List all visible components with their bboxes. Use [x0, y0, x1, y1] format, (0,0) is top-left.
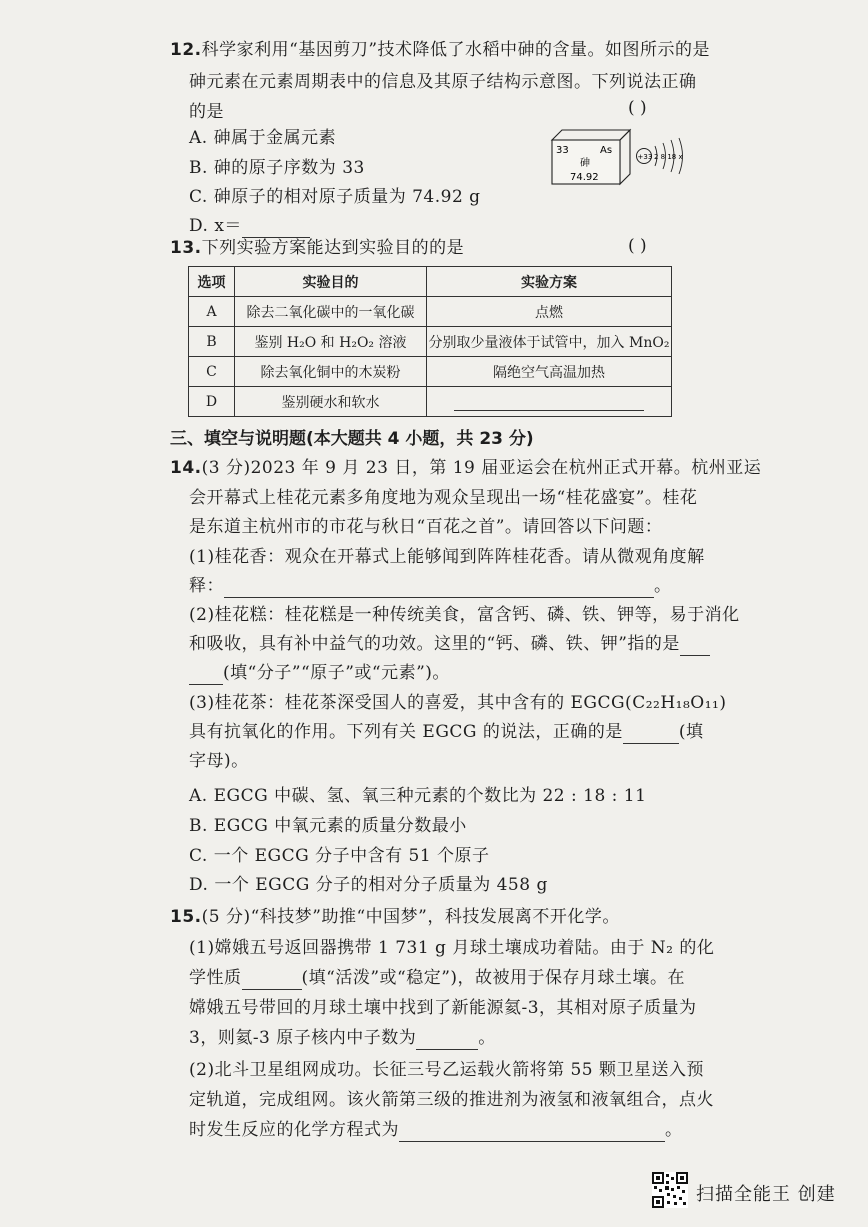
table-cell: 点燃	[427, 297, 672, 327]
element-name: 砷	[580, 158, 590, 169]
q12-line3: 的是	[189, 102, 224, 122]
q13-answer-paren: ( )	[628, 236, 647, 256]
table-cell	[427, 387, 672, 417]
q15-line4: 嫦娥五号带回的月球土壤中找到了新能源氦-3，其相对原子质量为	[189, 998, 697, 1018]
experiment-table	[188, 266, 672, 417]
element-symbol: As	[600, 145, 613, 156]
q15-line8: 时发生反应的化学方程式为 。	[189, 1120, 683, 1140]
q14-line9: (3)桂花茶：桂花茶深受国人的喜爱，其中含有的 EGCG(C₂₂H₁₈O₁₁)	[189, 693, 727, 713]
q12-line2: 砷元素在元素周期表中的信息及其原子结构示意图。下列说法正确	[189, 72, 697, 92]
element-mass: 74.92	[570, 172, 599, 183]
table-row	[189, 327, 672, 357]
q14-line5: 释： 。	[189, 576, 672, 596]
q14-line8: (填“分子”“原子”或“元素”)。	[189, 661, 450, 685]
table-cell: 分别取少量液体于试管中，加入 MnO₂	[427, 327, 672, 357]
q15-line1: 15.(5 分)“科技梦”助推“中国梦”，科技发展离不开化学。	[170, 907, 620, 927]
periodic-cell-diagram	[550, 128, 632, 186]
q13-line: 13.下列实验方案能达到实验目的的是	[170, 238, 465, 258]
scanner-watermark	[652, 1172, 842, 1216]
q13-d-blank[interactable]	[454, 392, 644, 411]
q15-blank-1[interactable]	[242, 971, 302, 990]
q12-option-d: D. x＝	[189, 214, 310, 238]
table-header: 实验方案	[427, 267, 672, 297]
table-cell: 隔绝空气高温加热	[427, 357, 672, 387]
table-header: 选项	[189, 267, 235, 297]
q12-answer-paren: ( )	[628, 98, 647, 118]
table-row	[189, 387, 672, 417]
q15-line3: 学性质 (填“活泼”或“稳定”)，故被用于保存月球土壤。在	[189, 968, 686, 988]
q15-line2: (1)嫦娥五号返回器携带 1 731 g 月球土壤成功着陆。由于 N₂ 的化	[189, 938, 715, 958]
table-cell: D	[189, 387, 235, 417]
table-cell: A	[189, 297, 235, 327]
q14-blank-1[interactable]	[224, 579, 654, 598]
q15-line5: 3，则氦-3 原子核内中子数为 。	[189, 1028, 496, 1048]
q12-option-a: A. 砷属于金属元素	[189, 128, 337, 148]
table-row	[189, 357, 672, 387]
q14-line10: 具有抗氧化的作用。下列有关 EGCG 的说法，正确的是 (填	[189, 722, 704, 742]
section-heading: 三、填空与说明题(本大题共 4 小题，共 23 分)	[170, 429, 534, 449]
q14-option-c: C. 一个 EGCG 分子中含有 51 个原子	[189, 846, 490, 866]
table-header-row	[189, 267, 672, 297]
q14-blank-2b[interactable]	[189, 666, 223, 685]
q12-number: 12.	[170, 40, 202, 60]
q12-option-b: B. 砷的原子序数为 33	[189, 158, 365, 178]
table-row	[189, 297, 672, 327]
table-cell: C	[189, 357, 235, 387]
q15-line6: (2)北斗卫星组网成功。长征三号乙运载火箭将第 55 颗卫星送入预	[189, 1060, 705, 1080]
element-number: 33	[556, 145, 569, 156]
table-cell: 鉴别硬水和软水	[235, 387, 427, 417]
q14-line4: (1)桂花香：观众在开幕式上能够闻到阵阵桂花香。请从微观角度解	[189, 547, 705, 567]
atom-structure-diagram	[636, 136, 686, 176]
q15-number: 15.	[170, 907, 202, 927]
q14-line1: 14.(3 分)2023 年 9 月 23 日，第 19 届亚运会在杭州正式开幕。杭州亚运	[170, 458, 762, 478]
q14-blank-3[interactable]	[623, 725, 679, 744]
q15-blank-2[interactable]	[416, 1031, 478, 1050]
table-header: 实验目的	[235, 267, 427, 297]
q14-line11: 字母)。	[189, 751, 249, 771]
q14-blank-2a[interactable]	[680, 637, 710, 656]
q12-option-c: C. 砷原子的相对原子质量为 74.92 g	[189, 187, 481, 207]
q15-line7: 定轨道，完成组网。该火箭第三级的推进剂为液氢和液氧组合，点火	[189, 1090, 714, 1110]
table-cell: 鉴别 H₂O 和 H₂O₂ 溶液	[235, 327, 427, 357]
q14-line6: (2)桂花糕：桂花糕是一种传统美食，富含钙、磷、铁、钾等，易于消化	[189, 605, 740, 625]
table-cell: B	[189, 327, 235, 357]
qr-code-icon	[652, 1172, 688, 1208]
atom-nucleus: +33	[637, 153, 653, 161]
q14-option-a: A. EGCG 中碳、氢、氧三种元素的个数比为 22 : 18 : 11	[189, 786, 647, 806]
q14-line7: 和吸收，具有补中益气的功效。这里的“钙、磷、铁、钾”指的是	[189, 632, 710, 656]
q13-number: 13.	[170, 238, 202, 258]
table-cell: 除去二氧化碳中的一氧化碳	[235, 297, 427, 327]
q14-option-d: D. 一个 EGCG 分子的相对分子质量为 458 g	[189, 875, 548, 895]
q15-blank-3[interactable]	[399, 1123, 665, 1142]
scanner-brand-text: 扫描全能王 创建	[696, 1184, 836, 1205]
atom-shells: 2 8 18 x	[654, 153, 683, 161]
q14-number: 14.	[170, 458, 202, 478]
q14-line3: 是东道主杭州市的市花与秋日“百花之首”。请回答以下问题：	[189, 517, 663, 537]
q12-line1: 12.科学家利用“基因剪刀”技术降低了水稻中砷的含量。如图所示的是	[170, 40, 711, 60]
q14-option-b: B. EGCG 中氧元素的质量分数最小	[189, 816, 467, 836]
q14-line2: 会开幕式上桂花元素多角度地为观众呈现出一场“桂花盛宴”。桂花	[189, 488, 698, 508]
table-cell: 除去氧化铜中的木炭粉	[235, 357, 427, 387]
